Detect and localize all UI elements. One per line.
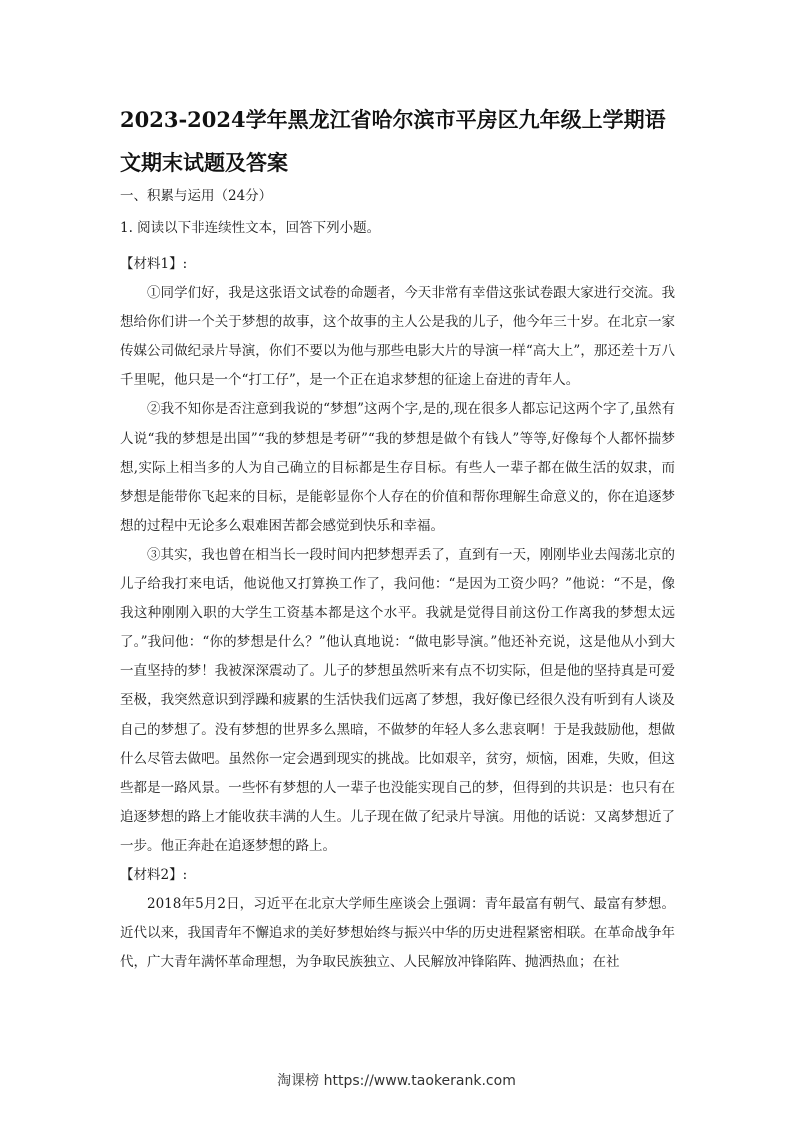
material-2-paragraph-1: 2018年5月2日，习近平在北京大学师生座谈会上强调：青年最富有朝气、最富有梦想。近代以来，我国青年不懈追求的美好梦想始终与振兴中华的历史进程紧密相联。在革命战争年代，广大青年满怀革命理想，为争取民族独立、人民解放冲锋陷阵、抛洒热血；在社 (120, 896, 675, 971)
section-heading: 一、积累与运用（24分） (120, 188, 273, 204)
material-1-label: 【材料1】: (120, 256, 188, 272)
footer-watermark-link[interactable]: 淘课榜 https://www.taokerank.com (277, 1073, 516, 1089)
material-2-label: 【材料2】: (120, 866, 188, 883)
material-1-paragraph-2: ②我不知你是否注意到我说的“梦想”这两个字,是的,现在很多人都忘记这两个字了,虽然有人说“我的梦想是出国”“我的梦想是考研”“我的梦想是做个有钱人”等等,好像每个人都怀揣梦想,实际上相当多的人为自己确立的目标都是生存目标。有些人一辈子都在做生活的奴隶，而梦想是能带你飞起来的目标，是能彰显你个人存在的价值和帮你理解生命意义的，你在追逐梦想的过程中无论多么艰难困苦都会感觉到快乐和幸福。 (120, 401, 675, 534)
question-prompt: 1. 阅读以下非连续性文本，回答下列小题。 (120, 220, 381, 236)
material-1-paragraph-3: ③其实，我也曾在相当长一段时间内把梦想弄丢了，直到有一天，刚刚毕业去闯荡北京的儿子给我打来电话，他说他又打算换工作了，我问他：“是因为工资少吗？”他说：“不是，像我这种刚刚入职的大学生工资基本都是这个水平。我就是觉得目前这份工作离我的梦想太远了。”我问他：“你的梦想是什么？”他认真地说：“做电影导演。”他还补充说，这是他从小到大一直坚持的梦！我被深深震动了。儿子的梦想虽然听来有点不切实际，但是他的坚持真是可爱至极，我突然意识到浮躁和疲累的生活快我们远离了梦想，我好像已经很久没有听到有人谈及自己的梦想了。没有梦想的世界多么黑暗，不做梦的年轻人多么悲哀啊！于是我鼓励他，想做什么尽管去做吧。虽然你一定会遇到现实的挑战。比如艰辛，贫穷，烦恼，困难，失败，但这些都是一路风景。一些怀有梦想的人一辈子也没能实现自己的梦，但得到的共识是：也只有在追逐梦想的路上才能收获丰满的人生。儿子现在做了纪录片导演。用他的话说：又离梦想近了一步。他正奔赴在追逐梦想的路上。 (120, 546, 675, 854)
document-body (120, 250, 675, 977)
document-title: 2023-2024学年黑龙江省哈尔滨市平房区九年级上学期语文期末试题及答案 (120, 107, 666, 175)
material-1-paragraph-1: ①同学们好，我是这张语文试卷的命题者，今天非常有幸借这张试卷跟大家进行交流。我想给你们讲一个关于梦想的故事，这个故事的主人公是我的儿子，他今年三十岁。在北京一家传媒公司做纪录片导演，你们不要以为他与那些电影大片的导演一样“高大上”，那还差十万八千里呢，他只是一个“打工仔”，是一个正在追求梦想的征途上奋进的青年人。 (120, 285, 675, 389)
